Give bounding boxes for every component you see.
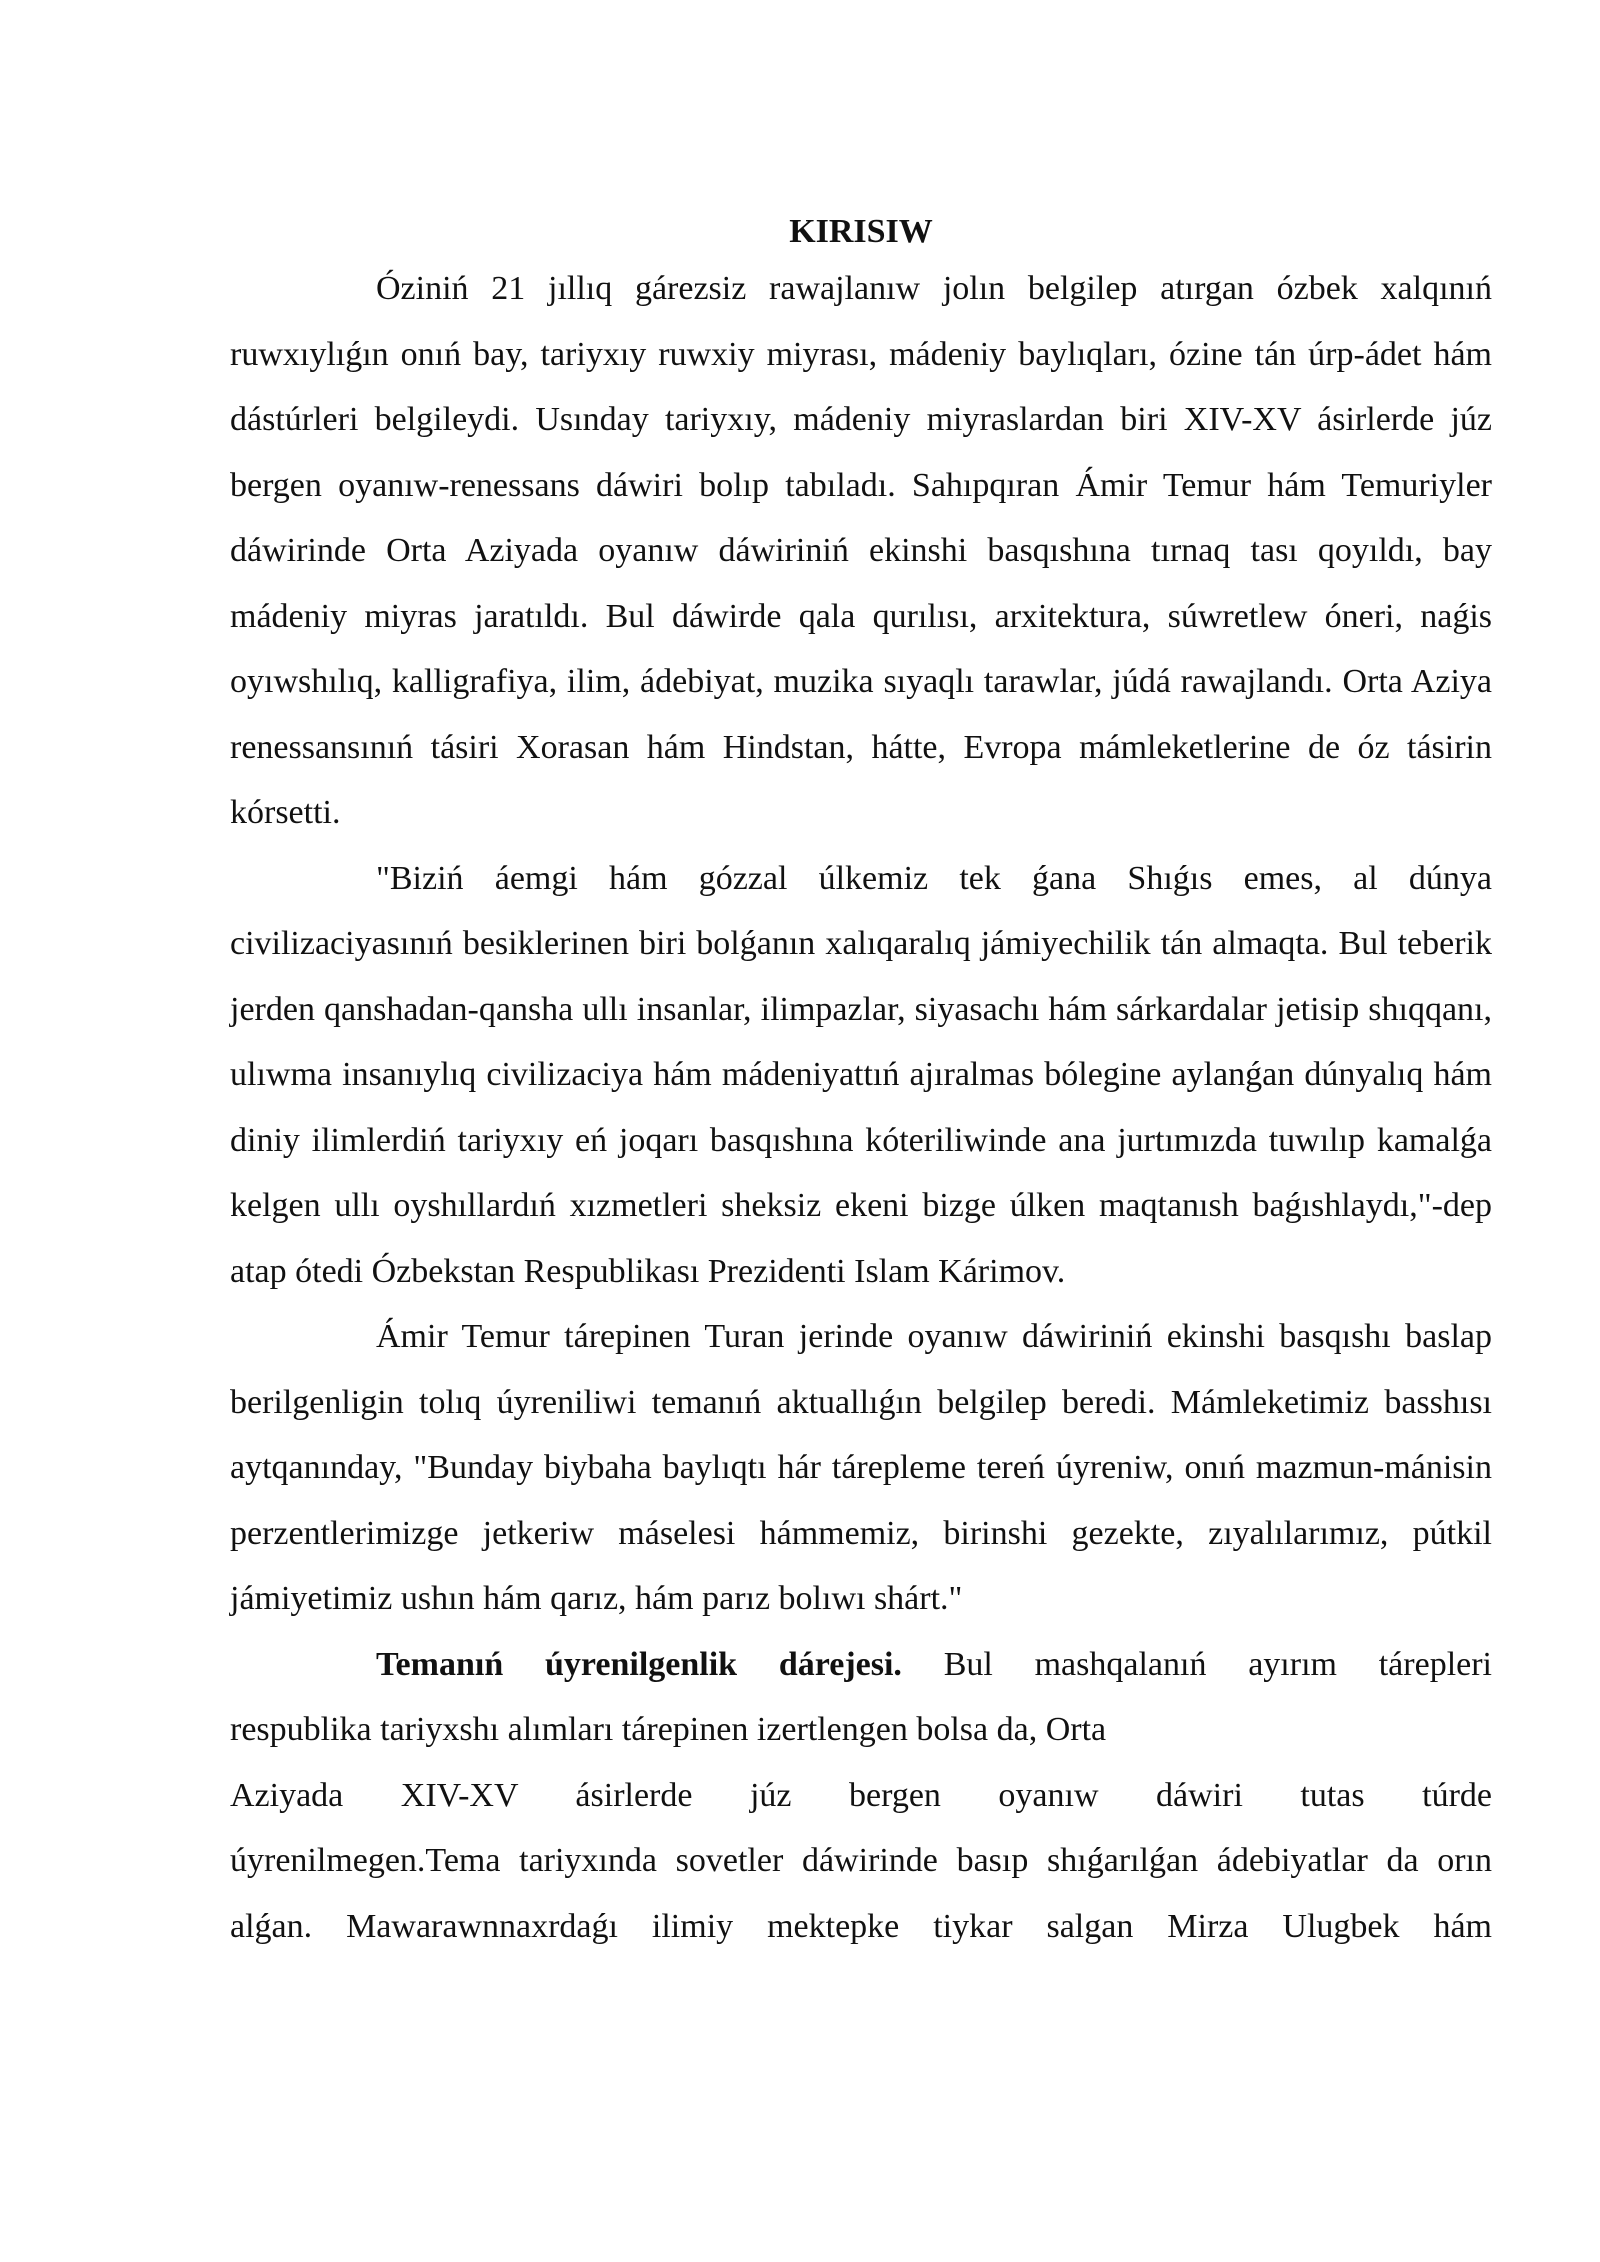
paragraph-introduction: Óziniń 21 jıllıq gárezsiz rawajlanıw jolın belgilep atırgan ózbek xalqınıń ruwxıylıǵın onıń bay, tariyxıy ruwxiy miyrası, mádeniy baylıqları, ózine tán úrp-ádet hám dástúrleri belgileydi. Usınday tariyxıy, mádeniy miyraslardan biri XIV-XV ásirlerde júz bergen oyanıw-renessans dáwiri bolıp tabıladı. Sahıpqıran Ámir Temur hám Temuriyler dáwirinde Orta Aziyada oyanıw dáwiriniń ekinshi basqıshına tırnaq tası qoyıldı, bay mádeniy miyras jaratıldı. Bul dáwirde qala qurılısı, arxitektura, súwretlew óneri, naǵis oyıwshılıq, kalligrafiya, ilim, ádebiyat, muzika sıyaqlı tarawlar, júdá rawajlandı. Orta Aziya renessansınıń tásiri Xorasan hám Hindstan, hátte, Evropa mámleketlerine de óz tásirin kórsetti. bbox=[230, 270, 1492, 831]
study-level-line-2: respublika tariyxshı alımları tárepinen izertlengen bolsa da, Orta bbox=[230, 1711, 1107, 1748]
paragraph-amir-temur: Ámir Temur tárepinen Turan jerinde oyanıw dáwiriniń ekinshi basqıshı baslap berilgenligin tolıq úyreniliwi temanıń aktuallıǵın belgilep beredi. Mámleketimiz basshısı aytqanınday, "Bunday biybaha baylıqtı hár tárepleme tereń úyreniw, onıń mazmun-mánisin perzentlerimizge jetkeriw máselesi hámmemiz, birinshi gezekte, zıyalılarımız, pútkil jámiyetimiz ushın hám qarız, hám parız bolıwı shárt." bbox=[230, 1318, 1492, 1617]
study-level-line-1 bbox=[230, 1632, 1492, 1698]
paragraph-study-level bbox=[230, 1632, 1492, 1960]
document-page bbox=[230, 210, 1492, 1959]
document-title: KIRISIW bbox=[789, 213, 933, 250]
study-level-line-1-text: Bul mashqalanıń ayırım tárepleri bbox=[901, 1645, 1492, 1683]
study-level-line-3: Aziyada XIV-XV ásirlerde júz bergen oyanıw dáwiri tutas túrde bbox=[230, 1776, 1492, 1814]
section-heading: Temanıń úyrenilgenlik dárejesi. bbox=[376, 1645, 902, 1683]
paragraph-quote-karimov: "Biziń áemgi hám gózzal úlkemiz tek ǵana Shıǵıs emes, al dúnya civilizaciyasınıń besiklerinen biri bolǵanın xalıqaralıq jámiyechilik tán almaqta. Bul teberik jerden qanshadan-qansha ullı insanlar, ilimpazlar, siyasachı hám sárkardalar jetisip shıqqanı, ulıwma insanıylıq civilizaciya hám mádeniyattıń ajıralmas bólegine aylanǵan dúnyalıq hám diniy ilimlerdiń tariyxıy eń joqarı basqıshına kóteriliwinde ana jurtımızda tuwılıp kamalǵa kelgen ullı oyshıllardıń xızmetleri sheksiz ekeni bizge úlken maqtanısh baǵıshlaydı,"-dep atap ótedi Ózbekstan Respublikası Prezidenti Islam Kárimov. bbox=[230, 859, 1492, 1290]
study-level-rest: úyrenilmegen.Tema tariyxında sovetler dáwirinde basıp shıǵarılǵan ádebiyatlar da orın alǵan. Mawarawnnaxrdaǵı ilimiy mektepke tiykar salgan Mirza Ulugbek hám bbox=[230, 1842, 1492, 1945]
